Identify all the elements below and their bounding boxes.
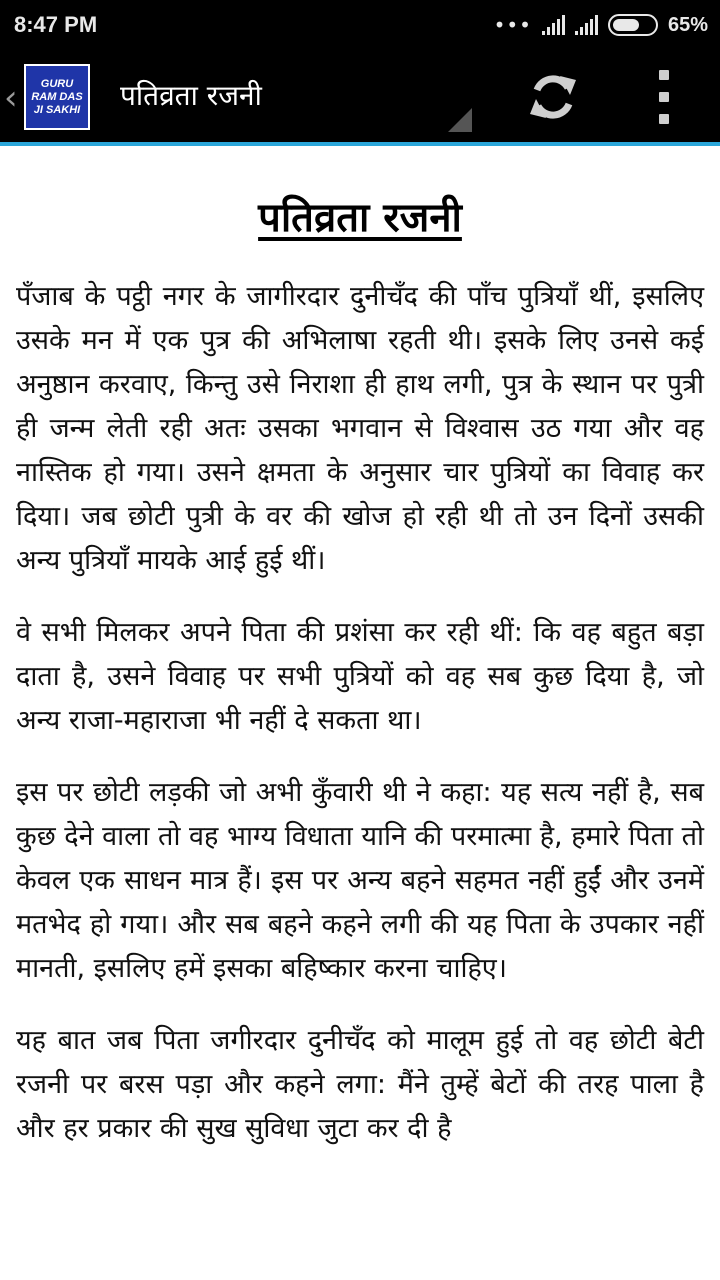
- app-logo[interactable]: GURU RAM DAS JI SAKHI: [24, 64, 90, 130]
- notification-dots-icon: •••: [493, 13, 532, 37]
- article-paragraph: पँजाब के पट्ठी नगर के जागीरदार दुनीचँद की पाँच पुत्रियाँ थीं, इसलिए उसके मन में एक पुत्र की अभिलाषा रहती थी। इसके लिए उनसे कई अनुष्ठान करवाए, किन्तु उसे निराशा ही हाथ लगी, पुत्र के स्थान पर पुत्री ही जन्म लेती रही अतः उसका भगवान से विश्वास उठ गया और वह नास्तिक हो गया। उसने क्षमता के अनुसार चार पुत्रियों का विवाह कर दिया। जब छोटी पुत्री के वर की खोज हो रही थी तो उन दिनों उसकी अन्य पुत्रियाँ मायके आई हुई थीं।: [16, 281, 704, 576]
- article-paragraph: इस पर छोटी लड़की जो अभी कुँवारी थी ने कहा: यह सत्य नहीं है, सब कुछ देने वाला तो वह भाग्य विधाता यानि की परमात्मा है, हमारे पिता तो केवल एक साधन मात्र हैं। इस पर अन्य बहने सहमत नहीं हुईं और उनमें मतभेद हो गया। और सब बहने कहने लगी की यह पिता के उपकार नहीं मानती, इसलिए हमें इसका बहिष्कार करना चाहिए।: [16, 777, 704, 984]
- battery-percent: 65%: [667, 13, 708, 36]
- signal-icon: [575, 15, 598, 35]
- article-paragraph: यह बात जब पिता जगीरदार दुनीचँद को मालूम हुई तो वह छोटी बेटी रजनी पर बरस पड़ा और कहने लगा: मैंने तुम्हें बेटों की तरह पाला है और हर प्रकार की सुख सुविधा जुटा कर दी है: [16, 1025, 704, 1144]
- action-bar: [0, 50, 720, 142]
- refresh-icon[interactable]: [524, 68, 582, 126]
- spinner-indicator-icon: [448, 108, 472, 132]
- status-time: 8:47 PM: [14, 12, 98, 37]
- more-vertical-icon[interactable]: [650, 70, 678, 124]
- chevron-left-icon[interactable]: ‹: [4, 78, 18, 118]
- page-title: पतिव्रता रजनी: [120, 79, 262, 112]
- article-heading: पतिव्रता रजनी: [258, 195, 462, 241]
- status-bar: [0, 0, 720, 50]
- article-content: [16, 146, 704, 1179]
- signal-icon: [542, 15, 565, 35]
- battery-icon: [608, 14, 658, 36]
- status-icons: [494, 13, 708, 37]
- article-paragraph: वे सभी मिलकर अपने पिता की प्रशंसा कर रही थीं: कि वह बहुत बड़ा दाता है, उसने विवाह पर सभी पुत्रियों को वह सब कुछ दिया है, जो अन्य राजा-महाराजा भी नहीं दे सकता था।: [16, 617, 704, 736]
